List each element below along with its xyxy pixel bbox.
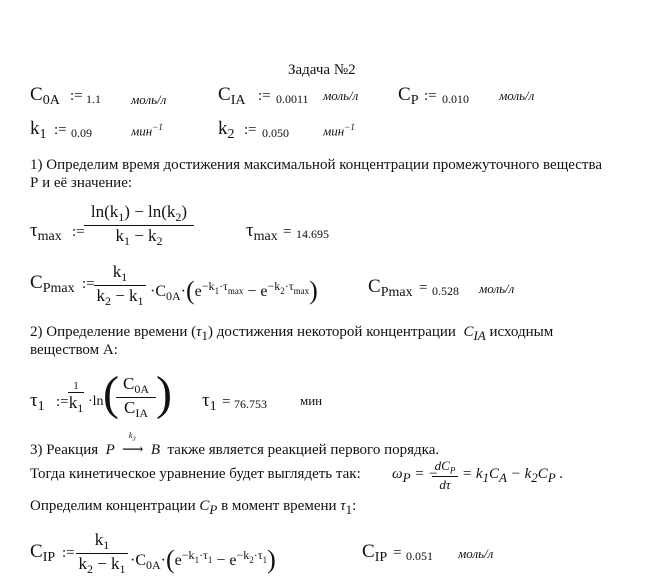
cip-variable: $C_{IP}$ — [30, 541, 56, 565]
k2-variable: $k_2$ — [218, 118, 235, 142]
ln-function: ·ln — [88, 394, 104, 409]
equals-operator: = — [222, 394, 231, 410]
right-paren: ) — [156, 367, 172, 420]
assign-operator: := — [56, 394, 69, 410]
k1-value: 0.09 — [71, 126, 92, 140]
k2-unit: мин$^{-1}$ — [323, 122, 355, 139]
cip-result-variable: $C_{IP}$ — [362, 541, 388, 565]
equals-operator: = — [419, 280, 428, 296]
cpmax-expression: $\cdot C_{0A}\cdot(e^{-k_1\cdot\tau_{max}} - e^{-k_2\cdot\tau_{max}})$ — [150, 276, 318, 305]
assign-operator: := — [82, 276, 95, 292]
k1-unit: мин$^{-1}$ — [131, 122, 163, 139]
cip-fraction: $k_1$ $k_2 - k_1$ — [76, 530, 128, 577]
assign-operator: := — [258, 88, 271, 104]
tau1-unit: мин — [300, 393, 323, 408]
tau1-variable: $\tau_1$ — [30, 390, 45, 414]
assign-operator: := — [244, 122, 257, 138]
concentration-text: Определим концентрации $C_P$ в момент времени $\tau_1$: — [30, 498, 357, 517]
cpmax-result-variable: $C_{Pmax}$ — [368, 276, 413, 300]
c0a-value: 1.1 — [86, 92, 101, 106]
tau-max-fraction: $\ln(k_1) - \ln(k_2)$ $k_1 - k_2$ — [84, 202, 194, 249]
step2-text: 2) Определение времени $(\tau_1)$ достижения некоторой концентрации $C_{IA}$ исходным — [30, 324, 554, 343]
assign-operator: := — [54, 122, 67, 138]
left-paren: ( — [103, 367, 119, 420]
kinetic-fraction: $dC_P$ dτ — [432, 458, 458, 493]
cpmax-fraction: $k_1$ $k_2 - k_1$ — [94, 262, 146, 309]
cia-variable: $C_{IA}$ — [218, 84, 246, 108]
cia-value: 0.0011 — [276, 92, 309, 106]
equals-operator: = — [393, 545, 402, 561]
document-title: Задача №2 — [288, 62, 356, 78]
cp-variable: $C_P$ — [398, 84, 419, 108]
tau1-fraction: 1 $k_1$ — [68, 380, 84, 415]
c0a-variable: $C_{0A}$ — [30, 84, 60, 108]
cp-value: 0.010 — [442, 92, 469, 106]
ln-fraction: $C_{0A}$ $C_{IA}$ — [116, 374, 156, 421]
step1-text: 1) Определим время достижения максимальной концентрации промежуточного вещества — [30, 157, 603, 173]
kinetic-text: Тогда кинетическое уравнение будет выглядеть так: — [30, 466, 361, 482]
cip-unit: моль/л — [458, 546, 494, 561]
cpmax-unit: моль/л — [479, 281, 515, 296]
tau-max-result-variable: $\tau_{max}$ — [246, 220, 278, 244]
cpmax-result: 0.528 — [432, 284, 459, 298]
tau-max-variable: $\tau_{max}$ — [30, 220, 62, 244]
equals-operator: = — [283, 224, 292, 240]
tau1-result-variable: $\tau_1$ — [202, 390, 217, 414]
cip-expression: $\cdot C_{0A}\cdot(e^{-k_1\cdot\tau_1} - e^{-k_2\cdot\tau_1})$ — [130, 545, 276, 574]
cip-result: 0.051 — [406, 549, 433, 563]
cp-unit: моль/л — [499, 88, 535, 103]
cia-unit: моль/л — [323, 88, 359, 103]
c0a-unit: моль/л — [131, 92, 167, 107]
k2-value: 0.050 — [262, 126, 289, 140]
kinetic-equation: $\omega_P$ = − — [392, 466, 439, 485]
assign-operator: := — [72, 224, 85, 240]
tau1-result: 76.753 — [234, 397, 267, 411]
tau-max-result: 14.695 — [296, 227, 329, 241]
k1-variable: $k_1$ — [30, 118, 47, 142]
assign-operator: := — [62, 545, 75, 561]
assign-operator: := — [424, 88, 437, 104]
cpmax-variable: $C_{Pmax}$ — [30, 272, 75, 296]
kinetic-equation-rhs: = $k_1C_A - k_2C_P$ . — [462, 466, 564, 485]
assign-operator: := — [70, 88, 83, 104]
step3-text: 3) Реакция P $k_3$ ⟶ B также является реакцией первого порядка. — [30, 431, 440, 458]
step2-text-cont: веществом А: — [30, 342, 118, 358]
step1-text-cont: Р и её значение: — [30, 175, 133, 191]
